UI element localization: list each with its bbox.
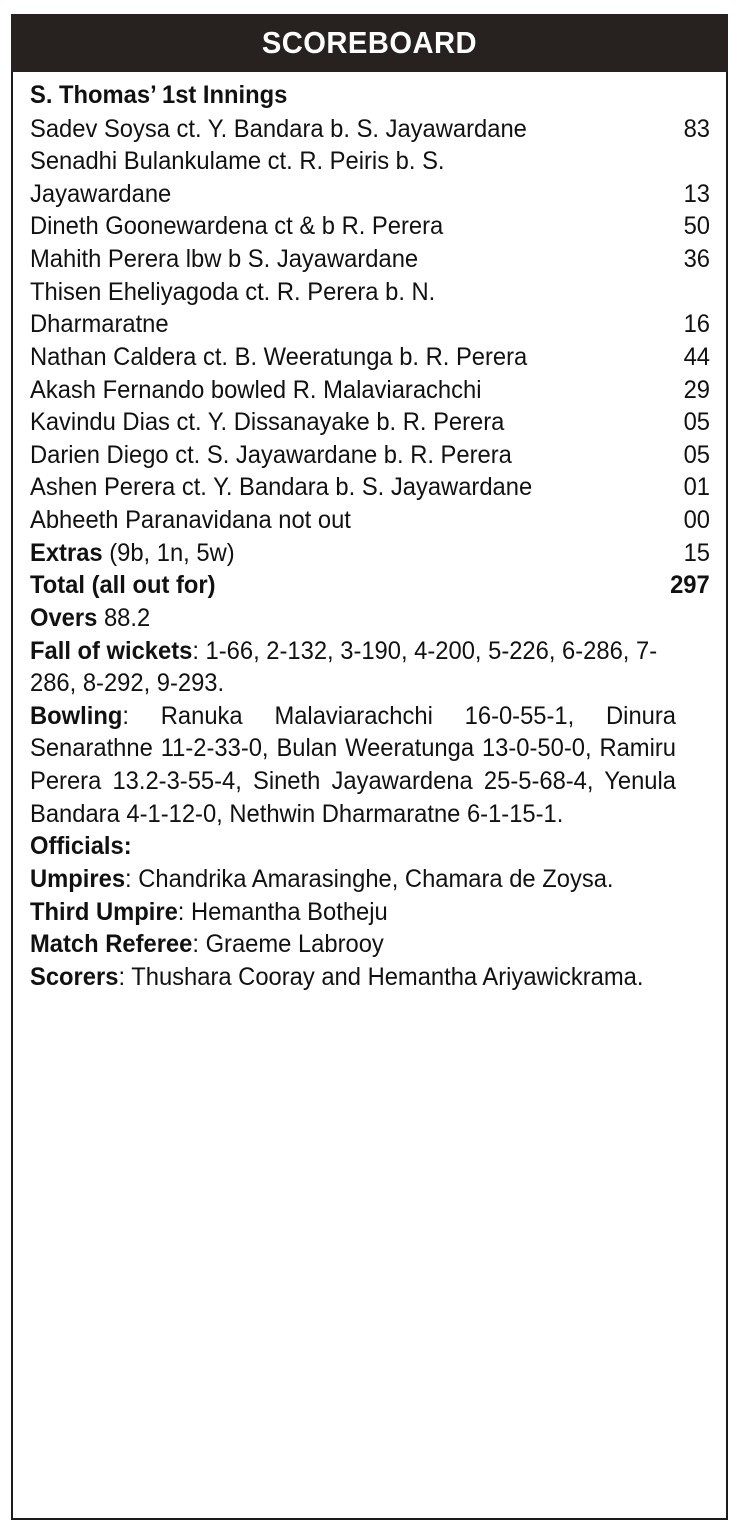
- batter-runs: 01: [683, 473, 710, 502]
- fall-of-wickets-row: [30, 635, 676, 700]
- batter-runs: 13: [683, 179, 710, 208]
- table-row: [30, 439, 710, 472]
- bowling-label: Bowling: [30, 701, 123, 730]
- third-umpire-value: Hemantha Botheju: [191, 897, 388, 926]
- umpires-row: [30, 863, 676, 896]
- scoreboard-header: [11, 14, 728, 72]
- extras-label: Extras: [30, 538, 103, 567]
- colon: :: [122, 701, 129, 730]
- officials-heading-label: Officials:: [30, 832, 132, 861]
- colon: :: [177, 897, 185, 926]
- batter-dismissal-cont: Jayawardane: [30, 179, 172, 208]
- third-umpire-row: [30, 896, 676, 929]
- batter-dismissal: Nathan Caldera ct. B. Weeratunga b. R. Perera: [30, 342, 528, 371]
- batter-runs: 29: [683, 375, 710, 404]
- batter-dismissal: Mahith Perera lbw b S. Jayawardane: [30, 245, 419, 273]
- overs-label: Overs: [30, 603, 98, 632]
- officials-heading: [30, 830, 676, 863]
- batter-runs: 05: [683, 408, 710, 437]
- bowling-row: [30, 700, 676, 831]
- scorers-value: Thushara Cooray and Hemantha Ariyawickrama.: [131, 962, 644, 991]
- scoreboard-body: [11, 72, 728, 1520]
- batter-dismissal: Senadhi Bulankulame ct. R. Peiris b. S.: [30, 147, 445, 176]
- innings-title: S. Thomas’ 1st Innings: [30, 81, 288, 109]
- batter-runs: 00: [683, 506, 710, 534]
- batter-dismissal: Darien Diego ct. S. Jayawardane b. R. Perera: [30, 440, 512, 469]
- total-value: 297: [670, 571, 710, 600]
- fall-of-wickets-label: Fall of wickets: [30, 636, 193, 665]
- batter-dismissal: Thisen Eheliyagoda ct. R. Perera b. N.: [30, 277, 436, 306]
- table-row: [30, 276, 710, 341]
- batter-dismissal: Dineth Goonewardena ct & b R. Perera: [30, 212, 444, 241]
- batter-dismissal-cont: Dharmaratne: [30, 310, 169, 339]
- table-row: [30, 406, 710, 439]
- extras-label-group: [30, 537, 636, 570]
- scorers-row: [30, 961, 676, 994]
- match-referee-row: [30, 928, 676, 961]
- batter-runs: 36: [683, 245, 710, 273]
- batter-runs: 83: [683, 114, 710, 143]
- colon: :: [192, 930, 199, 959]
- fall-of-wickets-value: 1-66, 2-132, 3-190, 4-200, 5-226, 6-286, 7-286, 8-292, 9-293.: [30, 636, 658, 698]
- overs-value: 88.2: [103, 603, 151, 632]
- batter-dismissal: Kavindu Dias ct. Y. Dissanayake b. R. Perera: [30, 408, 505, 437]
- total-row: [30, 569, 710, 602]
- table-row: [30, 113, 710, 146]
- batter-runs: 44: [683, 342, 710, 371]
- umpires-label: Umpires: [30, 864, 126, 893]
- match-referee-label: Match Referee: [30, 930, 193, 959]
- batter-runs: 16: [683, 310, 710, 339]
- page-title: SCOREBOARD: [261, 25, 478, 60]
- batter-dismissal: Abheeth Paranavidana not out: [30, 506, 351, 534]
- table-row: [30, 243, 710, 276]
- table-row: [30, 145, 710, 210]
- match-referee-value: Graeme Labrooy: [205, 930, 384, 959]
- extras-row: [30, 537, 710, 570]
- batter-runs: 05: [683, 440, 710, 469]
- table-row: [30, 341, 710, 374]
- colon: :: [125, 864, 132, 893]
- table-row: [30, 210, 710, 243]
- extras-detail: (9b, 1n, 5w): [109, 538, 235, 567]
- third-umpire-label: Third Umpire: [30, 897, 178, 926]
- table-row: [30, 471, 710, 504]
- batter-dismissal: Akash Fernando bowled R. Malaviarachchi: [30, 375, 482, 404]
- scoreboard-panel: [11, 14, 728, 1520]
- batter-dismissal: Ashen Perera ct. Y. Bandara b. S. Jayawardane: [30, 473, 533, 502]
- total-label: Total (all out for): [30, 571, 216, 600]
- colon: :: [118, 962, 126, 991]
- batter-dismissal: Sadev Soysa ct. Y. Bandara b. S. Jayawardane: [30, 114, 527, 143]
- colon: :: [192, 636, 199, 665]
- batter-runs: 50: [683, 212, 710, 241]
- table-row: [30, 504, 710, 537]
- umpires-value: Chandrika Amarasinghe, Chamara de Zoysa.: [138, 864, 614, 893]
- table-row: [30, 374, 710, 407]
- scorers-label: Scorers: [30, 962, 119, 991]
- extras-value: 15: [683, 538, 710, 567]
- bowling-value: Ranuka Malaviarachchi 16-0-55-1, Dinura Senarathne 11-2-33-0, Bulan Weeratunga 13-0-50-0, Ramiru Perera 13.2-3-55-4, Sineth Jayawardena 25-5-68-4, Yenula Bandara 4-1-12-0, Nethwin Dharmaratne 6-1-15-1.: [30, 701, 676, 828]
- overs-row: [30, 602, 676, 635]
